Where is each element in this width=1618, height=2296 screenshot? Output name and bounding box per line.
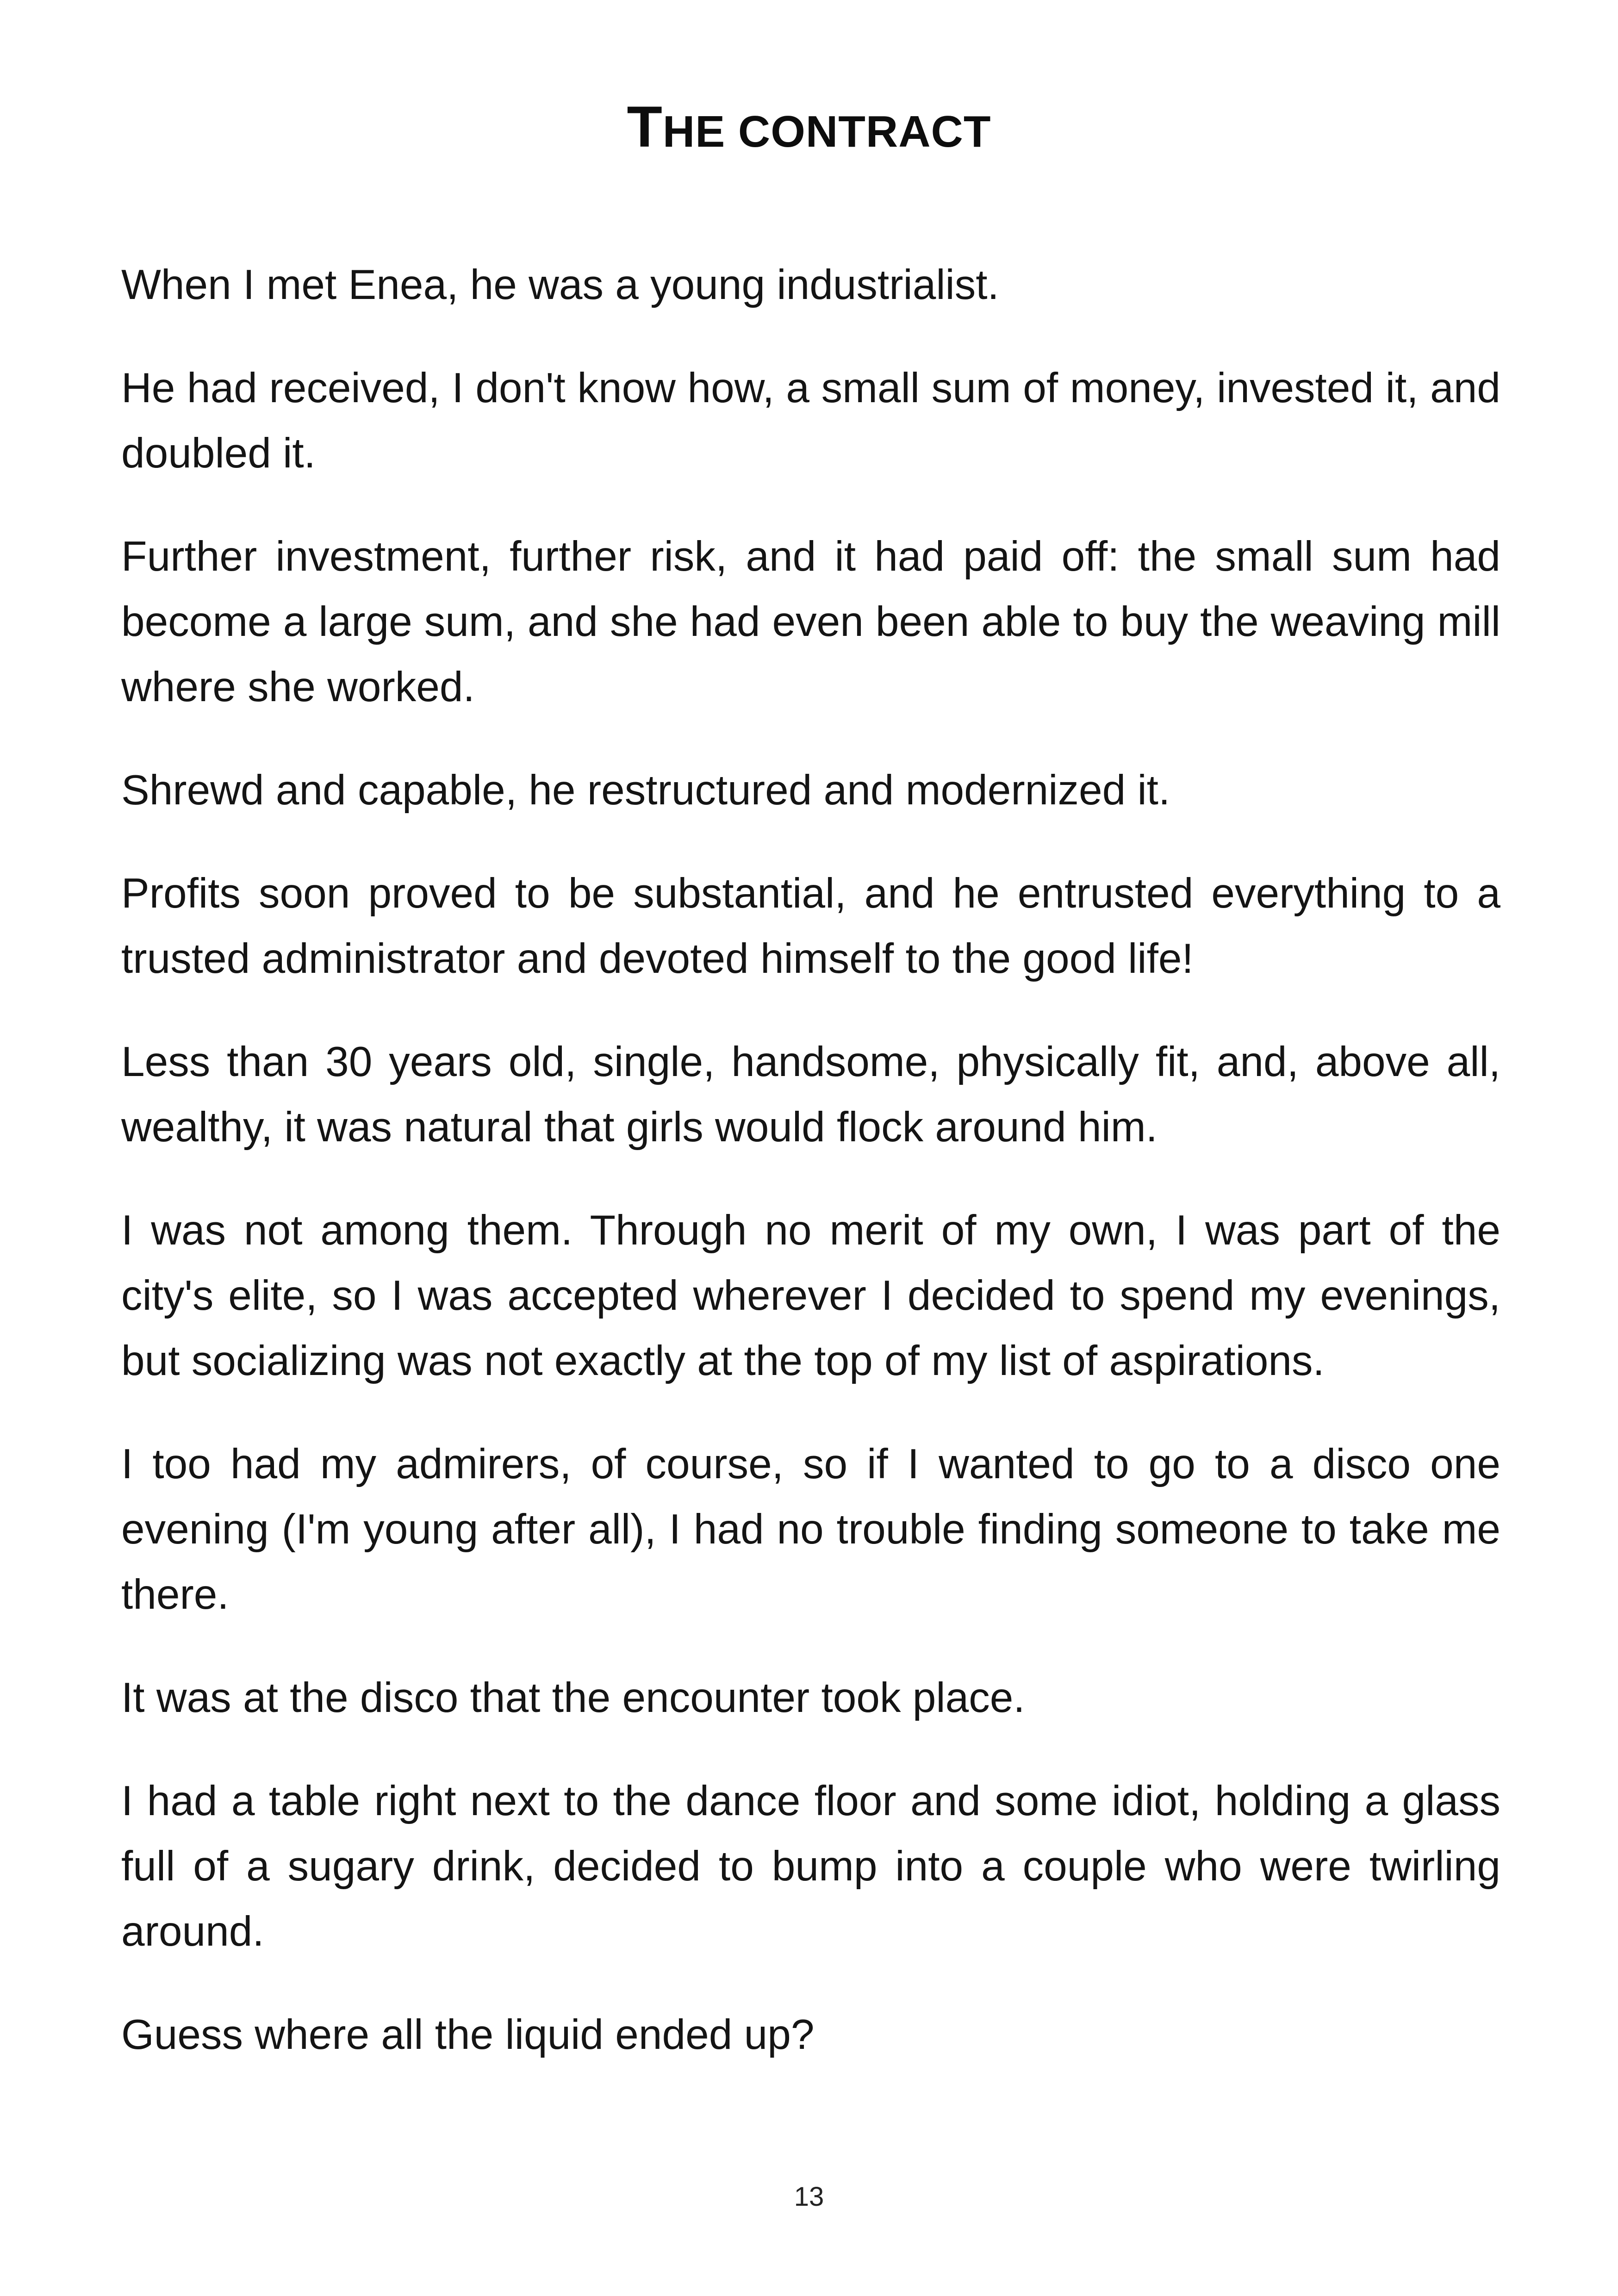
chapter-title-rest: HE CONTRACT xyxy=(662,107,991,156)
page-number: 13 xyxy=(794,2182,824,2212)
paragraph: Further investment, further risk, and it had paid off: the small sum had become a large sum, and she had even been able to buy the weaving mill where she worked. xyxy=(121,533,1500,710)
paragraph: Less than 30 years old, single, handsome, physically fit, and, above all, wealthy, it was natural that girls would flock around him. xyxy=(121,1039,1500,1151)
paragraph: Profits soon proved to be substantial, and he entrusted everything to a trusted administrator and devoted himself to the good life! xyxy=(121,870,1500,982)
paragraph: I had a table right next to the dance floor and some idiot, holding a glass full of a sugary drink, decided to bump into a couple who were twirling around. xyxy=(121,1778,1500,1955)
paragraph: Guess where all the liquid ended up? xyxy=(121,2011,815,2058)
chapter-body xyxy=(121,252,1500,2105)
chapter-title-initial: T xyxy=(627,95,663,159)
paragraph: I was not among them. Through no merit of my own, I was part of the city's elite, so I was accepted wherever I decided to spend my evenings, but socializing was not exactly at the top of my list of aspirations. xyxy=(121,1207,1500,1384)
paragraph: He had received, I don't know how, a small sum of money, invested it, and doubled it. xyxy=(121,365,1500,477)
chapter-title xyxy=(0,93,1618,167)
paragraph: Shrewd and capable, he restructured and modernized it. xyxy=(121,767,1170,814)
paragraph: When I met Enea, he was a young industrialist. xyxy=(121,261,999,308)
paragraph: It was at the disco that the encounter took place. xyxy=(121,1674,1025,1721)
paragraph: I too had my admirers, of course, so if I wanted to go to a disco one evening (I'm young after all), I had no trouble finding someone to take me there. xyxy=(121,1441,1500,1618)
